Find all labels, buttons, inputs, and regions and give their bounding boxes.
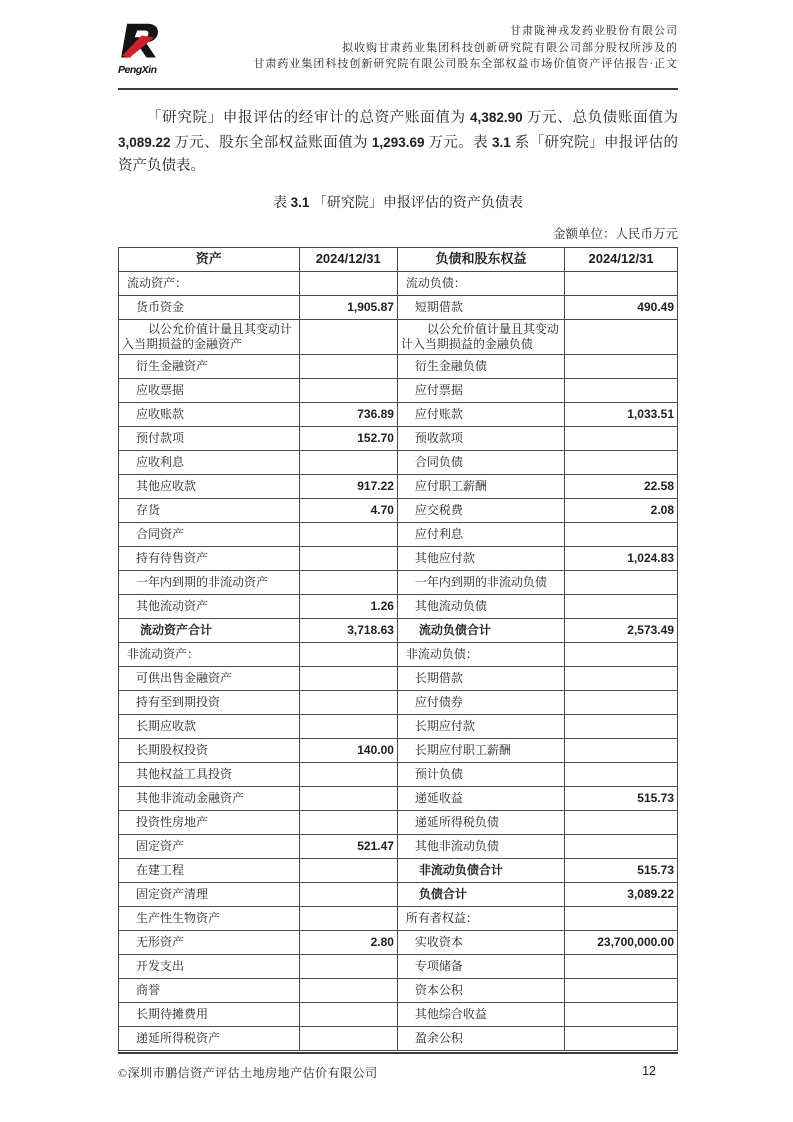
bold-number: 1,293.69 [371,134,425,150]
asset-label-cell: 流动资产： [119,271,300,295]
asset-value-cell [299,690,397,714]
liability-value-cell: 515.73 [565,786,678,810]
asset-value-cell [299,954,397,978]
liability-label-cell: 长期应付款 [397,714,564,738]
liability-value-cell [565,426,678,450]
table-caption [118,192,678,212]
liability-label-cell: 一年内到期的非流动负债 [397,570,564,594]
asset-label-cell: 存货 [119,498,300,522]
table-row [119,858,678,882]
asset-label-cell: 非流动资产： [119,642,300,666]
bold-number: 3.1 [491,134,511,150]
liability-label-cell: 流动负债： [397,271,564,295]
liability-value-cell [565,810,678,834]
header-line-2: 拟收购甘肃药业集团科技创新研究院有限公司部分股权所涉及的 [342,41,678,54]
asset-label-cell: 商誉 [119,978,300,1002]
liability-label-cell: 预收款项 [397,426,564,450]
liability-label-cell: 短期借款 [397,295,564,319]
header-rule [118,88,678,90]
asset-value-cell [299,642,397,666]
asset-label-cell: 持有至到期投资 [119,690,300,714]
table-row [119,954,678,978]
asset-value-cell [299,666,397,690]
liability-label-cell: 非流动负债合计 [397,858,564,882]
liability-label-cell: 其他非流动负债 [397,834,564,858]
asset-value-cell [299,786,397,810]
balance-sheet-body [119,271,678,1050]
table-row [119,834,678,858]
liability-value-cell [565,271,678,295]
page-footer [118,1064,678,1081]
table-row [119,618,678,642]
liability-value-cell [565,738,678,762]
liability-value-cell [565,570,678,594]
page-header [118,20,678,76]
asset-label-cell: 无形资产 [119,930,300,954]
asset-value-cell [299,906,397,930]
table-row [119,714,678,738]
liability-value-cell [565,319,678,354]
liability-value-cell [565,642,678,666]
liability-value-cell: 2,573.49 [565,618,678,642]
liability-label-cell: 预计负债 [397,762,564,786]
liability-value-cell: 22.58 [565,474,678,498]
liability-label-cell: 其他综合收益 [397,1002,564,1026]
liability-value-cell [565,1026,678,1050]
header-liabilities-date: 2024/12/31 [565,247,678,271]
asset-label-cell: 投资性房地产 [119,810,300,834]
intro-paragraph [118,106,678,179]
asset-value-cell: 140.00 [299,738,397,762]
liability-value-cell: 515.73 [565,858,678,882]
asset-value-cell: 1.26 [299,594,397,618]
asset-value-cell: 4.70 [299,498,397,522]
asset-value-cell [299,882,397,906]
table-row [119,546,678,570]
asset-value-cell [299,858,397,882]
table-row [119,271,678,295]
asset-label-cell: 应收账款 [119,402,300,426]
liability-label-cell: 以公允价值计量且其变动计入当期损益的金融负债 [397,319,564,354]
header-assets: 资产 [119,247,300,271]
table-row [119,570,678,594]
text-run: 系「研究院」申报评估的资产负债表。 [118,134,679,174]
asset-value-cell [299,978,397,1002]
liability-value-cell: 1,033.51 [565,402,678,426]
liability-value-cell: 1,024.83 [565,546,678,570]
liability-value-cell: 490.49 [565,295,678,319]
liability-label-cell: 应交税费 [397,498,564,522]
liability-value-cell [565,978,678,1002]
liability-value-cell: 23,700,000.00 [565,930,678,954]
table-header-row [119,247,678,271]
asset-value-cell [299,1002,397,1026]
liability-value-cell [565,690,678,714]
asset-label-cell: 固定资产清理 [119,882,300,906]
header-company-lines [253,20,678,73]
asset-value-cell [299,522,397,546]
logo-wordmark: PengXin [118,64,157,76]
liability-value-cell [565,762,678,786]
liability-label-cell: 盈余公积 [397,1026,564,1050]
asset-label-cell: 长期应收款 [119,714,300,738]
liability-label-cell: 长期应付职工薪酬 [397,738,564,762]
asset-label-cell: 递延所得税资产 [119,1026,300,1050]
liability-label-cell: 递延所得税负债 [397,810,564,834]
footer-rule [118,1052,678,1054]
table-row [119,319,678,354]
text-run: 万元、总负债账面值为 [522,110,679,126]
liability-label-cell: 专项储备 [397,954,564,978]
text-run: 「研究院」申报评估的经审计的总资产账面值为 [147,110,471,126]
table-row [119,690,678,714]
asset-label-cell: 以公允价值计量且其变动计入当期损益的金融资产 [119,319,300,354]
liability-value-cell [565,834,678,858]
liability-value-cell [565,1002,678,1026]
asset-label-cell: 预付款项 [119,426,300,450]
asset-label-cell: 一年内到期的非流动资产 [119,570,300,594]
liability-label-cell: 应付账款 [397,402,564,426]
liability-value-cell [565,714,678,738]
bold-number: 3.1 [290,194,310,210]
asset-value-cell: 2.80 [299,930,397,954]
liability-label-cell: 应付利息 [397,522,564,546]
asset-label-cell: 生产性生物资产 [119,906,300,930]
table-row [119,474,678,498]
bold-number: 4,382.90 [470,110,523,125]
liability-label-cell: 所有者权益： [397,906,564,930]
table-row [119,402,678,426]
table-row [119,930,678,954]
company-logo [118,20,182,76]
liability-value-cell [565,354,678,378]
table-row [119,978,678,1002]
asset-value-cell [299,378,397,402]
asset-label-cell: 持有待售资产 [119,546,300,570]
header-line-3: 甘肃药业集团科技创新研究院有限公司股东全部权益市场价值资产评估报告·正文 [253,58,678,70]
asset-value-cell [299,546,397,570]
liability-label-cell: 应付债券 [397,690,564,714]
asset-label-cell: 固定资产 [119,834,300,858]
asset-label-cell: 其他权益工具投资 [119,762,300,786]
table-row [119,426,678,450]
table-row [119,906,678,930]
asset-value-cell: 917.22 [299,474,397,498]
liability-label-cell: 应付职工薪酬 [397,474,564,498]
asset-label-cell: 衍生金融资产 [119,354,300,378]
asset-label-cell: 其他非流动金融资产 [119,786,300,810]
asset-label-cell: 应收利息 [119,450,300,474]
header-liabilities: 负债和股东权益 [397,247,564,271]
table-row [119,450,678,474]
asset-value-cell [299,714,397,738]
text-run: 万元、股东全部权益账面值为 [170,134,372,151]
asset-value-cell: 736.89 [299,402,397,426]
table-row [119,522,678,546]
table-row [119,738,678,762]
liability-label-cell: 流动负债合计 [397,618,564,642]
footer-copyright: ©深圳市鹏信资产评估土地房地产估价有限公司 [118,1066,378,1080]
liability-value-cell [565,594,678,618]
liability-label-cell: 其他流动负债 [397,594,564,618]
table-row [119,594,678,618]
asset-value-cell [299,810,397,834]
liability-label-cell: 合同负债 [397,450,564,474]
asset-value-cell [299,271,397,295]
asset-label-cell: 开发支出 [119,954,300,978]
asset-label-cell: 货币资金 [119,295,300,319]
liability-value-cell [565,522,678,546]
table-row [119,786,678,810]
liability-label-cell: 长期借款 [397,666,564,690]
liability-label-cell: 其他应付款 [397,546,564,570]
table-row [119,295,678,319]
asset-value-cell [299,319,397,354]
page-number: 12 [642,1064,656,1078]
table-row [119,354,678,378]
asset-value-cell [299,1026,397,1050]
liability-value-cell [565,450,678,474]
liability-label-cell: 递延收益 [397,786,564,810]
text-run: 表 [273,195,291,211]
text-run: 「研究院」申报评估的资产负债表 [309,195,523,211]
liability-label-cell: 实收资本 [397,930,564,954]
asset-value-cell [299,762,397,786]
liability-label-cell: 应付票据 [397,378,564,402]
table-row [119,642,678,666]
asset-label-cell: 其他应收款 [119,474,300,498]
asset-label-cell: 其他流动资产 [119,594,300,618]
table-row [119,810,678,834]
asset-value-cell: 3,718.63 [299,618,397,642]
liability-label-cell: 资本公积 [397,978,564,1002]
liability-label-cell: 负债合计 [397,882,564,906]
asset-label-cell: 合同资产 [119,522,300,546]
liability-value-cell: 3,089.22 [565,882,678,906]
table-row [119,666,678,690]
table-row [119,378,678,402]
header-assets-date: 2024/12/31 [299,247,397,271]
liability-label-cell: 非流动负债： [397,642,564,666]
asset-label-cell: 可供出售金融资产 [119,666,300,690]
table-row [119,882,678,906]
liability-label-cell: 衍生金融负债 [397,354,564,378]
header-line-1: 甘肃陇神戎发药业股份有限公司 [510,25,678,37]
asset-label-cell: 流动资产合计 [119,618,300,642]
table-row [119,762,678,786]
liability-value-cell [565,378,678,402]
liability-value-cell [565,954,678,978]
text-run: 万元。表 [424,134,492,151]
liability-value-cell [565,906,678,930]
asset-label-cell: 长期待摊费用 [119,1002,300,1026]
asset-value-cell [299,570,397,594]
asset-label-cell: 应收票据 [119,378,300,402]
asset-label-cell: 长期股权投资 [119,738,300,762]
table-row [119,498,678,522]
pengxin-logo-icon [118,22,170,66]
asset-value-cell [299,450,397,474]
table-row [119,1002,678,1026]
asset-label-cell: 在建工程 [119,858,300,882]
balance-sheet-table [118,247,678,1051]
liability-value-cell [565,666,678,690]
asset-value-cell: 152.70 [299,426,397,450]
unit-label: 金额单位：人民币万元 [552,226,678,241]
asset-value-cell [299,354,397,378]
asset-value-cell: 1,905.87 [299,295,397,319]
asset-value-cell: 521.47 [299,834,397,858]
bold-number: 3,089.22 [118,134,171,150]
liability-value-cell: 2.08 [565,498,678,522]
table-row [119,1026,678,1050]
